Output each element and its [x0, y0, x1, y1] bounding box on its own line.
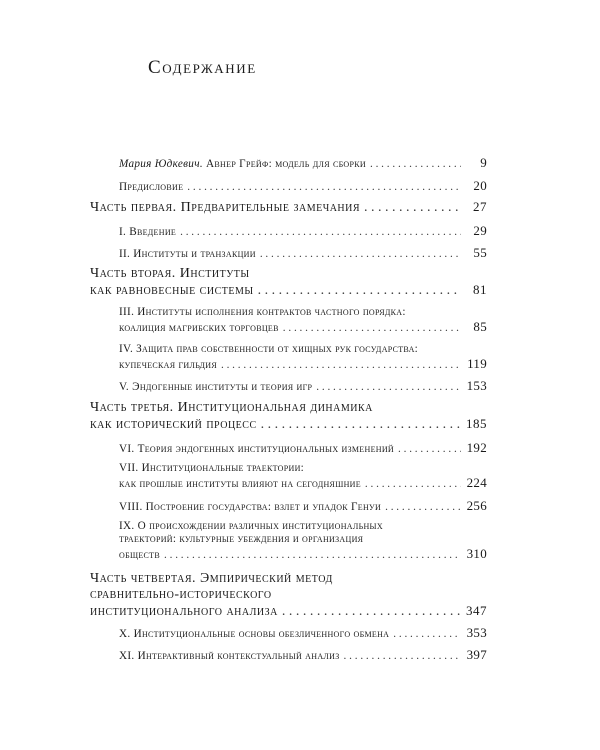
toc-entry-title-line2: коалиция магрибских торговцев	[119, 322, 279, 334]
toc-chapter-3[interactable]	[119, 306, 487, 335]
toc-entry-page: 224	[466, 475, 487, 490]
dot-leader	[282, 604, 461, 620]
toc-part-four[interactable]	[90, 571, 487, 620]
toc-part-title-line2: сравнительно-исторического	[90, 587, 272, 602]
toc-part-title-line2: как равновесные системы	[90, 283, 254, 298]
toc-entry-title: Предисловие	[119, 181, 184, 193]
toc-entry-title: VI. Теория эндогенных институциональных изменений	[119, 443, 394, 455]
dot-leader	[344, 650, 461, 662]
toc-entry-page: 310	[466, 546, 487, 561]
toc-entry-title-line1: III. Институты исполнения контрактов частного порядка:	[119, 306, 406, 318]
toc-entry-title: V. Эндогенные институты и теория игр	[119, 381, 313, 393]
toc-entry-foreword-essay[interactable]	[119, 155, 487, 171]
toc-entry-page: 192	[466, 440, 487, 455]
toc-entry-title-line2: траекторий: культурные убеждения и организация	[119, 533, 364, 545]
toc-part-one[interactable]	[90, 199, 487, 216]
toc-chapter-6[interactable]	[119, 440, 487, 456]
toc-entry-page: 353	[466, 625, 487, 640]
toc-entry-page: 256	[466, 498, 487, 513]
toc-entry-page: 153	[466, 378, 487, 393]
toc-chapter-11[interactable]	[119, 647, 487, 663]
toc-entry-page: 29	[473, 223, 487, 238]
toc-part-title-line1: Часть третья. Институциональная динамика	[90, 400, 373, 415]
dot-leader	[260, 248, 461, 260]
dot-leader	[365, 478, 461, 490]
toc-entry-title-line2: как прошлые институты влияют на сегодняшние	[119, 478, 361, 490]
toc-part-two[interactable]	[90, 266, 487, 299]
toc-entry-page: 55	[473, 245, 487, 260]
toc-part-title: Часть первая. Предварительные замечания	[90, 200, 361, 215]
toc-entry-title-line3: обществ	[119, 549, 160, 561]
toc-entry-page: 27	[473, 199, 487, 214]
dot-leader	[258, 283, 461, 299]
toc-entry-title-line2: купеческая гильдия	[119, 359, 217, 371]
toc-entry-page: 185	[466, 416, 487, 431]
toc-entry-title: II. Институты и транзакции	[119, 248, 256, 260]
toc-entry-page: 119	[467, 356, 487, 371]
dot-leader	[164, 549, 461, 561]
toc-part-title-line3: институционального анализа	[90, 604, 278, 619]
toc-entry-page: 85	[473, 319, 487, 334]
toc-entry-title-line1: IV. Защита прав собственности от хищных рук государства:	[119, 343, 419, 355]
toc-entry-title: VIII. Построение государства: взлет и упадок Генуи	[119, 501, 382, 513]
dot-leader	[364, 200, 461, 216]
dot-leader	[261, 417, 461, 433]
toc-entry-title-line1: IX. О происхождении различных институциональных	[119, 520, 383, 532]
dot-leader	[385, 501, 461, 513]
toc-part-three[interactable]	[90, 400, 487, 433]
toc-part-title-line1: Часть четвертая. Эмпирический метод	[90, 571, 333, 586]
dot-leader	[316, 381, 461, 393]
toc-entry-title-line1: VII. Институциональные траектории:	[119, 462, 305, 474]
toc-entry-title: I. Введение	[119, 226, 177, 238]
page-title: Содержание	[148, 57, 257, 78]
toc-entry-title: XI. Интерактивный контекстуальный анализ	[119, 650, 340, 662]
toc-entry-title: X. Институциональные основы обезличенного обмена	[119, 628, 390, 640]
toc-chapter-2[interactable]	[119, 245, 487, 261]
toc-chapter-10[interactable]	[119, 625, 487, 641]
toc-chapter-8[interactable]	[119, 498, 487, 514]
dot-leader	[393, 628, 461, 640]
dot-leader	[370, 158, 461, 170]
dot-leader	[398, 443, 461, 455]
dot-leader	[221, 359, 461, 371]
toc-entry-page: 81	[473, 282, 487, 297]
toc-entry-page: 9	[480, 155, 487, 170]
toc-entry-title: Авнер Грейф: модель для сборки	[206, 158, 366, 170]
toc-chapter-7[interactable]	[119, 462, 487, 491]
toc-entry-preface[interactable]	[119, 178, 487, 194]
toc-chapter-1[interactable]	[119, 223, 487, 239]
dot-leader	[187, 181, 461, 193]
toc-part-title-line1: Часть вторая. Институты	[90, 266, 250, 281]
toc-entry-page: 397	[466, 647, 487, 662]
toc-chapter-4[interactable]	[119, 343, 487, 372]
toc-entry-page: 20	[473, 178, 487, 193]
toc-entry-page: 347	[466, 603, 487, 618]
toc-chapter-5[interactable]	[119, 378, 487, 394]
toc-entry-author: Мария Юдкевич.	[119, 158, 203, 170]
dot-leader	[180, 226, 461, 238]
dot-leader	[283, 322, 461, 334]
toc-chapter-9[interactable]	[119, 520, 487, 562]
toc-part-title-line2: как исторический процесс	[90, 417, 257, 432]
